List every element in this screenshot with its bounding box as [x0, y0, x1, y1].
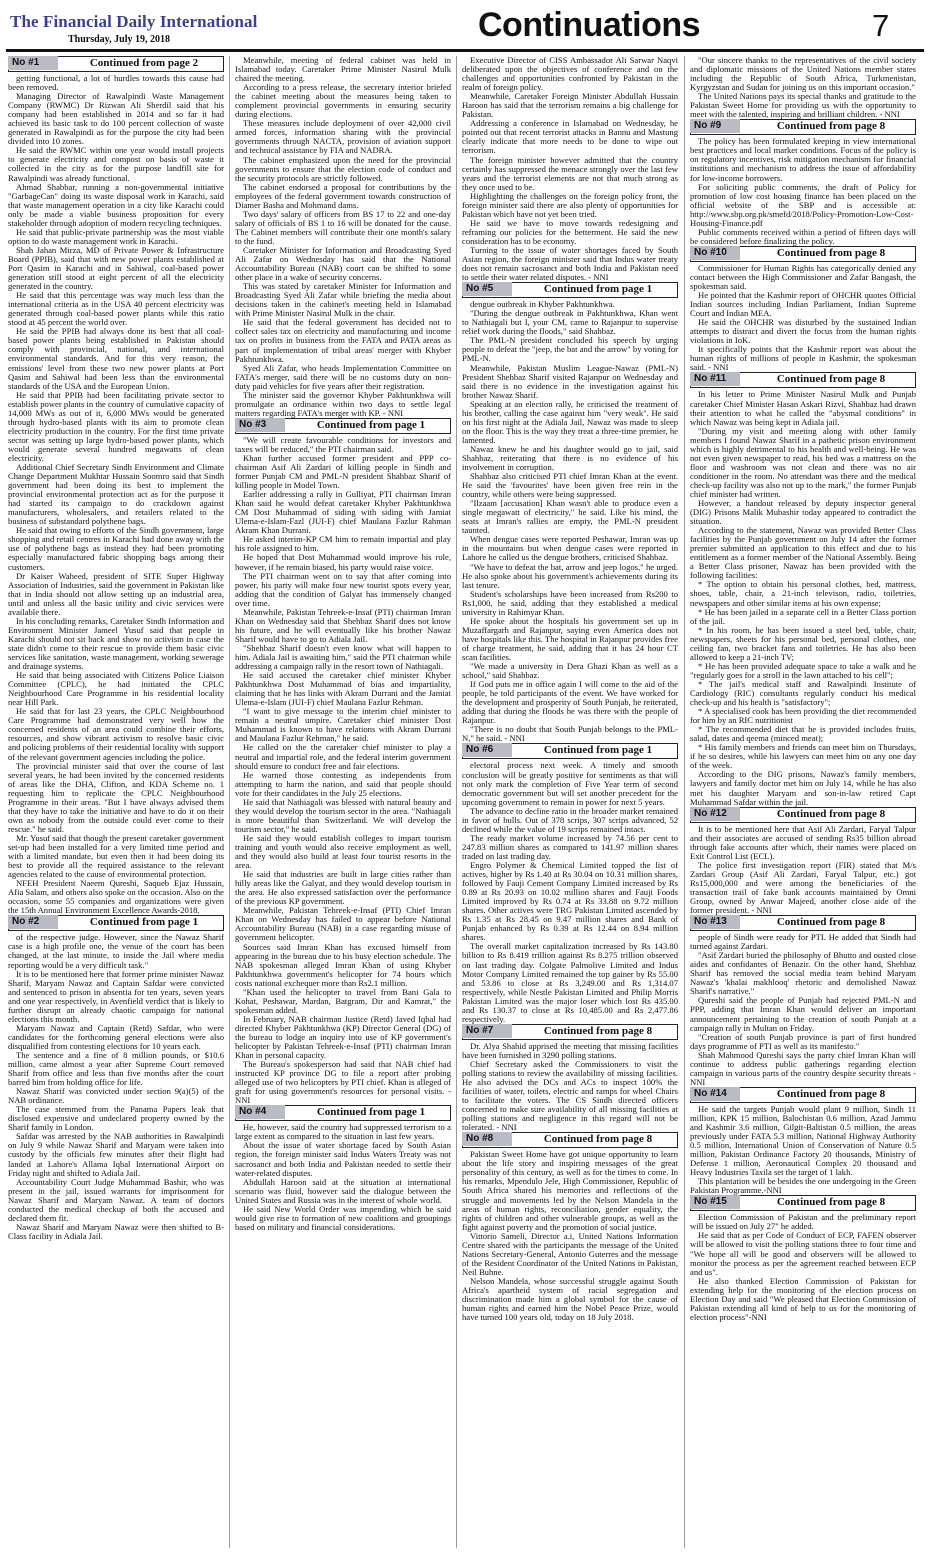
article-paragraph: According to the statement, Nawaz was provided Better Class facilities by the Punjab government on July 14 after the former premier submitted an application to this effect and due to his entitlement as a former member of the National Assembly. Being a Better Class prisoner, Nawaz has been provided with the following facilities:	[690, 525, 916, 581]
article-paragraph: "We made a university in Dera Ghazi Khan as well as a school," said Shahbaz.	[462, 661, 678, 681]
article-paragraph: people of Sindh were ready for PTI. He added that Sindh had turned against Zardari.	[690, 932, 916, 952]
article-paragraph: He said the OHCHR was disturbed by the sustained Indian attempts to distract and divert the focus from the human rights violations in IoK.	[690, 317, 916, 346]
article-paragraph: He also thanked Election Commission of Pakistan for extending help for the monitoring of the election process on Election Day and said "We pleased that Election Commission of Pakistan extending all kind of help to us for the monitoring of election process"-NNI	[690, 1275, 916, 1322]
continuation-header	[690, 1195, 916, 1211]
article-paragraph: He warned those contesting as independents from attempting to harm the nation, and said that people should vote for their candidates in the July 25 elections.	[235, 769, 451, 798]
article-paragraph: The PML-N president concluded his speech by urging people to defeat the "jeep, the bat and the arrow" by voting for PML-N.	[462, 335, 678, 364]
article-paragraph: Nawaz Sharif was convicted under section 9(a)(5) of the NAB ordinance.	[8, 1086, 224, 1106]
article-paragraph: He hoped that Dost Muhammad would improve his role, however, if he remain biased, his party would raise voice.	[235, 552, 451, 572]
article-paragraph: Executive Director of CISS Ambassador Ali Sarwar Naqvi deliberated upon the objectives of conference and on the challenges and opportunities confronted by Pakistan in the realm of foreign policy.	[462, 56, 678, 93]
article-paragraph: Meanwhile, Pakistan Tehreek-e-Insaf (PTI) chairman Imran Khan on Wednesday said that Shehbaz Sharif does not know his future, and he will eventually like his brother Nawaz Sharif would have to go to Adiala Jail.	[235, 606, 451, 644]
article-paragraph: He said the targets Punjab would plant 9 million, Sindh 11 million, KPK 15 million, Balochistan 0.6 million, Azad Jammu and Kashmir 3.6 million, Gilgit-Baltistan 0.5 million, the areas previously under FATA 5.3 million, National Highway Authority 0.5 million, International Union of Conservation of Nature 0.5 million, Pakistan Ordinance Factory 20 thousands, Ministry of Defense 1 million, Aeronautical Complex 20 thousand and Heavy Industries Taxila set the target of 1 lakh.	[690, 1103, 916, 1178]
article-paragraph: He said that the federal government has decided not to collect sales tax on electricity and manufacturing and income tax on profits in business from the FATA and PATA areas as part of implementation of tribal areas' merger with Khyber Pakhtunkhwa.	[235, 317, 451, 364]
article-paragraph: Meanwhile, Pakistan Muslim League-Nawaz (PML-N) President Shehbaz Sharif visited Rajanpur on Wednesday and said there is no evidence in the investigation against his brother Nawaz Sharif.	[462, 362, 678, 400]
article-paragraph: He, however, said the country had suppressed terrorism to a large extent as compared to the situation in last few years.	[235, 1122, 451, 1142]
article-paragraph: Commissioner for Human Rights has categorically denied any contact between the High Commissioner and Zafar Bangash, the spokesman said.	[690, 262, 916, 291]
continued-from-label: Continued from page 8	[776, 807, 886, 820]
article-paragraph: The police first investigation report (FIR) stated that M/s Zardari Group (Asif Ali Zardari, Faryal Talpur, etc.) got Rs15,000,000 and were among the beneficiaries of the transaction trail of fake bank accounts maintained by Omni Group, owned by Anwar Majeed, another close aide of the former president. - NNI	[690, 859, 916, 916]
article-paragraph: Managing Director of Rawalpindi Waste Management Company (RWMC) Dr Rizwan Ali Sherdil said that his company had been established in 2014 and so far it had achieved its basic task to do 100 percent collection of waste generated in Rawalpindi as for the purpose the city had been divided into 10 zones.	[8, 91, 224, 147]
article-paragraph: Addressing a conference in Islamabad on Wednesday, he pointed out that recent terrorist attacks in Bannu and Mastung clearly indicate that more needs to be done to wipe out terrorism.	[462, 118, 678, 156]
column-1	[8, 56, 224, 1548]
article-number: No #11	[690, 372, 740, 386]
continued-from-label: Continued from page 8	[776, 916, 886, 929]
article-paragraph: Vittorio Sameli, Director a.i, United Nations Information Centre shared with the participants the message of the United Nations Secretary-General, Antonio Guterres and the message of the Resident Coordinator of the United Nations in Pakistan, Neil Buhne.	[462, 1230, 678, 1277]
article-paragraph: He said they would establish colleges to impart tourism training and youth would also receive employment as well, and they would also build at least four tourist resorts in the area.	[235, 832, 451, 871]
article-paragraph: Engro Polymer & Chemical Limited topped the list of actives, higher by Rs 1.40 at Rs 30.04 on 10.31 million shares, followed by Fauji Cement Company Limited increased by Rs 0.89 at Rs 20.93 on 10.02 million shares and Fauji Foods Limited improved by Rs 0.74 at Rs 33.88 on 9.72 million shares. Other actives were TRG Pakistan Limited ascended by Rs 1.35 at Rs 28.45 on 9.47 million shares and Bank of Punjab enhanced by Rs 0.39 at Rs 12.44 on 8.94 million shares.	[462, 859, 678, 943]
article-paragraph: The provincial minister said that over the course of last several years, he had been invited by the concerned residents of areas like the DHA, Clifton, and KDA Scheme no. 1 requesting him to replicate the CPLC Neighbourhood Programme in their areas. "But I have always advised them that they have to take the initiative and have to do it on their own as nobody from the outside could ever come to their rescue." he said.	[8, 760, 224, 834]
article-paragraph: For soliciting public comments, the draft of Policy for promotion of low cost housing finance has been placed on the official website of the SBP and is accessible at: http://www.sbp.org.pk/smefd/2018/Policy-Promotion-Low-Cost-Housing-Finance.pdf	[690, 181, 916, 228]
article-paragraph: He said that this percentage was way much less than the international criteria as in the USA 40 percent electricity was generated through coal-based power plants while this ratio stood at 45 percent the world over.	[8, 290, 224, 328]
continued-from-label: Continued from page 8	[543, 1133, 653, 1146]
article-paragraph: He said New World Order was impending which he said would give rise to formation of new coalitions and groupings based on military and financial considerations.	[235, 1203, 451, 1232]
article-paragraph: Student's scholarships have been increased from Rs200 to Rs1,000, he said, adding that they established a medical university in Rahimyar Khan.	[462, 588, 678, 617]
continued-from-label: Continued from page 1	[316, 1106, 426, 1119]
article-paragraph: He said that PPIB had been facilitating private sector to establish power plants in the country of cumulative capacity of 14,000 MWs as out of it, 6,000 MWs would be generated through hydro-based plants with its aim to promote clean electricity production in the country. For the first time private sector was setting up large hydro-based power plants, which would generate several hundred megawatts of clean electricity.	[8, 389, 224, 463]
article-paragraph: "There is no doubt that South Punjab belongs to the PML-N," he said. - NNI	[462, 724, 678, 744]
article-paragraph: dengue outbreak in Khyber Pakhtunkhwa.	[470, 299, 615, 310]
article-number: No #15	[690, 1195, 740, 1209]
article-paragraph: Syed Ali Zafar, who heads Implementation Committee on FATA's merger, said there will be no customs duty on non-duty paid vehicles for five years after their registration.	[235, 362, 451, 391]
article-paragraph: Public comments received within a period of fifteen days will be considered before finalizing the policy.	[690, 226, 916, 246]
continuation-header	[8, 915, 224, 931]
article-paragraph: He said the PPIB had always done its best that all coal-based power plants being established in Pakistan should comply with provincial, national, and international environmental standards. And for this very reason, the emissions' level from these two new power plants at Port Qasim and Sahiwal had been less than the environmental standards of the USA and the European Union.	[8, 326, 224, 391]
article-paragraph: Nawaz knew he and his daughter would go to jail, said Shahbaz, reiterating that there is no evidence of his involvement in corruption.	[462, 443, 678, 473]
article-paragraph: "Shehbaz Sharif doesn't even know what will happen to him. Adiala Jail is awaiting him," said the PTI chairman while addressing a campaign rally in the resort town of Nathiagali.	[235, 642, 451, 672]
article-paragraph: Turning to the issue of water shortages faced by South Asian region, the foreign minister said that Indus water treaty does not remain sacrosanct and both India and Pakistan need to settle their water related disputes. - NNI	[462, 244, 678, 283]
article-paragraph: Shahbaz also criticised PTI chief Imran Khan at the event. He said the 'favourites' have been given free rein in the country, while others were being suppressed.	[462, 471, 678, 500]
article-paragraph: According to a press release, the secretary interior briefed the cabinet meeting about the measures being taken to complement provincial governments in ensuring security during elections.	[235, 82, 451, 120]
article-paragraph: This was stated by caretaker Minister for Information and Broadcasting Syed Ali Zafar while briefing the media about decisions taken in the cabinet's meeting held in Islamabad with Prime Minister Nasirul Mulk in the chair.	[235, 281, 451, 319]
article-paragraph: Safdar was arrested by the NAB authorities in Rawalpindi on July 9 while Nawaz Sharif and Maryam were taken into custody by the officials few minutes after their flight had landed at Lahore's Allama Iqbal International Airport on Friday night and shifted to Adiala Jail.	[8, 1131, 224, 1178]
continuation-header	[462, 743, 678, 759]
column-divider	[684, 56, 685, 1548]
article-paragraph: Chief Secretary asked the Commissioners to visit the polling stations to review the availability of missing facilities. He also advised the DCs and ACs to inspect 100% the facilities of water, toilets, electric and ramps for wheel Chairs to facilitate the voters. The CS Sindh directed officers concerned to make sure availability of all missing facilities at polling stations and negligence in this regard will not be tolerated. - NNI	[462, 1058, 678, 1133]
article-paragraph: Mr. Yusuf said that though the present caretaker government set-up had been installed for a very limited time period and with a limited mandate, but even then it had been doing its best to provide all the required assistance to the relevant agencies related to the cause of environmental protection.	[8, 832, 224, 880]
continuation-header	[690, 915, 916, 931]
article-paragraph: Caretaker Minister for Information and Broadcasting Syed Ali Zafar on Wednesday has said that the National Accountability Bureau (NAB) court can be shifted to some other place in a wake of security concerns.	[235, 244, 451, 283]
column-2	[235, 56, 451, 1548]
article-paragraph: Earlier addressing a rally in Gulliyat, PTI chairman Imran Khan said he would defeat caretaker Khyber Pakhtunkhwa CM Dost Muhammad of siding with siding with Jamiat Ulema-e-Islam-Fazl (JUI-F) chief Maulana Fazlur Rahman Akram Khan Durrani.	[235, 489, 451, 536]
continuation-header	[462, 1024, 678, 1040]
article-paragraph: When dengue cases were reported Peshawar, Imran was up in the mountains but when dengue cases were reported in Lahore he called us the dengue brothers, criticised Shahbaz.	[462, 534, 678, 563]
article-paragraph: "Asif Zardari buried the philosophy of Bhutto and ousted close aides and confidantes of Benazir. On the other hand, Shehbaz Sharif has removed the social media team behind Maryam Nawaz's 'khalai makhlooq' rhetoric and demolished Nawaz Sharif's narrative."	[690, 950, 916, 997]
article-paragraph: * In his room, he has been issued a steel bed, table, chair, newspapers, sheets for his personal bed, personal clothes, one ceiling fan, two bracket fans and toiletries. He has also been allowed to keep a 21-inch TV;	[690, 624, 916, 662]
article-paragraph: He said that as per Code of Conduct of ECP, FAFEN observer will be allowed to visit the polling stations three to four time and "We hope all will be good and observers will be allowed to monitor the process as per the agreement reached between ECP and us".	[690, 1230, 916, 1277]
column-divider	[229, 56, 230, 1548]
article-paragraph: The advance to decline ratio in the broader market remained in favor of bulls. Out of 378 scrips, 307 scrips advanced, 52 declined while the value of 19 scrips remained intact.	[462, 805, 678, 834]
continued-from-label: Continued from page 8	[543, 1024, 653, 1037]
article-paragraph: getting functional, a lot of hurdles towards this cause had been removed.	[8, 73, 224, 93]
masthead-rule	[6, 49, 924, 52]
article-paragraph: He said accused the caretaker chief minister Khyber Pakhtunkhwa Dost Muhammad of bias and impartiality, claiming that he has links with Akram Durrani and the Jamiat Ulema-e-Islam (JUI-F) chief Maulana Fazlur Rehman.	[235, 670, 451, 708]
article-paragraph: NFEH President Naeem Qureshi, Saqueb Ejaz Hussain, Afia Salam, and others also spoke on the occasion. Also on the occasion, some 55 companies and organizations were given the 15th Annual Environment Excellence Awards-2018.	[8, 878, 224, 916]
article-paragraph: The ready market volume increased by 74.56 per cent to 247.83 million shares as compared to 141.97 million shares traded on last trading day.	[462, 832, 678, 861]
article-paragraph: If God puts me in office again I will come to the aid of the people, he told participants of the event. We have worked for the development and prosperity of South Punjab, he reiterated, adding that during the floods he was there with the people of Rajanpur.	[462, 679, 678, 726]
article-paragraph: He said that Nathiagali was blessed with natural beauty and they would develop the tourism sector in the area. "Nathiagali is more beautiful than Switzerland. We will develop the tourism sector," he said.	[235, 796, 451, 834]
article-paragraph: He said the RWMC within one year would install projects to generate electricity and compost on basis of waste it collected in the city as for the purpose landfill site for Rawalpindi was already functional.	[8, 145, 224, 183]
continued-from-label: Continued from page 8	[776, 1196, 886, 1209]
article-paragraph: Nelson Mandela, whose successful struggle against South Africa's apartheid system of racial segregation and discrimination made him a global symbol for the cause of human rights and earned him the Nobel Peace Prize, would have turned 100 years old, today on 18 July 2018.	[462, 1275, 678, 1323]
article-paragraph: In his letter to Prime Minister Nasirul Mulk and Punjab caretaker Chief Minister Hasan Askari Rizvi, Shahbaz had drawn their attention to what he called the "abysmal conditions" in which Nawaz was being kept in Adiala jail.	[690, 389, 916, 427]
article-paragraph: He spoke about the hospitals his government set up in Muzaffargarh and Rajanpur, saying even America does not have hospitals like this. The hospital in Rajanpur provides free of charge treatment, he said, adding that it has 24 hour CT scan facilities.	[462, 615, 678, 662]
article-paragraph: However, a handout released by deputy inspector general (DIG) Prisons Malik Mubashir today appeared to contradict the situation.	[690, 498, 916, 527]
continuation-header	[690, 119, 916, 135]
article-paragraph: In his concluding remarks, Caretaker Sindh Information and Environment Minister Jameel Yusuf said that people in Karachi should not sit back and show no activism in case the state didn't come to their rescue to provide them basic civic services like sanitation, waste management, working sewerage and drainage systems.	[8, 615, 224, 672]
article-paragraph: The sentence and a fine of 8 million pounds, or $10.6 million, came almost a year after Supreme Court removed Sharif from office and less than five months after the court barred him from holding office for life.	[8, 1049, 224, 1088]
article-paragraph: Khan further accused former president and PPP co-chairman Asif Ali Zardari of killing people in Sindh and former Punjab CM and PML-N president Shahbaz Sharif of killing people in Model Town.	[235, 452, 451, 491]
article-paragraph: * The jail's medical staff and Rawalpindi Institute of Cardiology (RIC) consultants regularly conduct his medical check-up and his health is "satisfactory";	[690, 678, 916, 708]
article-paragraph: The case stemmed from the Panama Papers leak that disclosed expensive and undeclared property owned by the Sharif family in London.	[8, 1104, 224, 1133]
article-paragraph: "During my visit and meeting along with other family members I found Nawaz Sharif in a pathetic prison environment which is highly detrimental to his health and well-being. He was not even given newspaper to read, his bed was a mattress on the floor and washroom was not clean and there was no air conditioner in the room. No attendant was there and the medical check-up facility was also not up to the mark," the former Punjab chief minister had written.	[690, 425, 916, 499]
article-paragraph: In February, NAB chairman Justice (Retd) Javed Iqbal had directed Khyber Pakhtunkhwa (KP) Director General (DG) of the bureau to lodge an inquiry into use of KP government's helicopter by Pakistan Tehreek-e-Insaf (PTI) chairman Imran Khan in personal capacity.	[235, 1013, 451, 1061]
continuation-header	[235, 1105, 451, 1121]
article-paragraph: He said we have to move towards redesigning and reframing our policies for the betterment. He said the new consideration has to be economy.	[462, 217, 678, 246]
article-paragraph: The cabinet endorsed a proposal for contributions by the employees of the federal government towards construction of Diamer Basha and Mohmand dams.	[235, 181, 451, 210]
article-paragraph: Highlighting the challenges on the foreign policy front, the foreign minister said there are also plenty of opportunities for Pakistan which have not yet been tried.	[462, 190, 678, 219]
article-paragraph: The foreign minister however admitted that the country certainly has suppressed the menace strongly over the last few years and the terrorist elements are not that much strong as they once used to be.	[462, 154, 678, 192]
article-number: No #12	[690, 807, 740, 821]
continuation-header	[690, 1087, 916, 1103]
continued-from-label: Continued from page 2	[89, 57, 199, 69]
article-paragraph: He asked interim-KP CM him to remain impartial and play his role assigned to him.	[235, 534, 451, 554]
paper-name: The Financial Daily International	[10, 12, 258, 31]
article-number: No #5	[462, 282, 512, 296]
article-paragraph: According to the DIG prisons, Nawaz's family members, lawyers and family doctor met him on July 14, while he has also met his daughter Maryam and son-in-law retired Capt Muhammad Safdar within the jail.	[690, 769, 916, 807]
article-paragraph: Additional Chief Secretary Sindh Environment and Climate Change Department Mukhtar Hussain Soomro said that Sindh government had been doing its best to implement the provincial environmental protection act as for the purpose it had started its campaign to do crackdown against manufacturers, wholesalers, and retailers related to the business of substandard polythene bags.	[8, 462, 224, 527]
article-paragraph: "We will create favourable conditions for investors and taxes will be reduced," the PTI chairman said.	[235, 434, 451, 454]
continued-from-label: Continued from page 1	[543, 744, 653, 757]
article-paragraph: The policy has been formulated keeping in view international best practices and local market conditions. Focus of the policy is on regulatory incentives, risk mitigation mechanism for financial institutions and mechanism to address the issue of affordability for low-income borrowers.	[690, 136, 916, 183]
article-paragraph: * He has been jailed in a separate cell in a Better Class portion of the jail.	[690, 606, 916, 626]
masthead	[0, 0, 931, 50]
continuation-header	[690, 246, 916, 262]
article-paragraph: About the issue of water shortage faced by South Asian region, the foreign minister said Indus Waters Treaty was not sacrosanct and both India and Pakistan needed to settle their water-related disputes.	[235, 1140, 451, 1178]
article-paragraph: "Khan used the helicopter to travel from Bani Gala to Kohat, Peshawar, Mardan, Batgram, Dir and Kamrat," the spokesman added.	[235, 986, 451, 1015]
article-number: No #7	[462, 1024, 512, 1038]
article-paragraph: He said that owing to efforts of the Sindh government, large shopping and retail centres in Karachi had done away with the use of polythene bags as instead they had been promoting especially manufactured fabric shopping bags among their customers.	[8, 525, 224, 572]
article-paragraph: He said that being associated with Citizens Police Liaison Committee (CPLC), he had initiated the CPLC Neighbourhood Care Programme in his residential locality near Hill Park.	[8, 670, 224, 708]
column-divider	[456, 56, 457, 1548]
article-number: No #9	[690, 119, 740, 133]
article-paragraph: The United Nations pays its special thanks and gratitude to the Pakistan Sweet Home for providing us with the opportunity to meet with the talented, inspiring and brilliant children. - NNI	[690, 91, 916, 120]
article-paragraph: It is to be mentioned here that Asif Ali Zardari, Faryal Talpur and their associates are accused of sending Rs35 billion abroad through fake accounts after which, their names were placed on Exit Control List (ECL).	[690, 823, 916, 861]
article-number: No #6	[462, 743, 512, 757]
article-number: No #8	[462, 1132, 512, 1146]
article-paragraph: The overall market capitalization increased by Rs 143.80 billion to Rs 8.419 trillion against Rs 8.275 trillion observed on last trading day. Colgate Palmolive Limited and Indus Motor Company Limited remained the top gainer by Rs 55.00 and 53.86 to close at Rs 3,249.00 and Rs 1,314.07 respectively, while Nestle Pakistan Limited and Philip Morris Pakistan Limited was the major loser which lost Rs 435.00 and Rs 130.37 to close at Rs 10,485.00 and Rs 2,477.86 respectively.	[462, 941, 678, 1024]
article-paragraph: The cabinet emphasized upon the need for the provincial governments to ensure that the election code of conduct and the security protocols are strictly followed.	[235, 154, 451, 183]
article-paragraph: * His family members and friends can meet him on Thursdays, if he so desires, while his lawyers can meet him on any one day of the week.	[690, 742, 916, 771]
article-paragraph: Ahmad Shabbar, running a non-governmental initiative "GarbageCan" doing its waste disposal work in Karachi, said that waste management operation in a city like Karachi could only be made a viable business proposition for every stakeholder through adoption of modern recycling techniques.	[8, 181, 224, 228]
article-number: No #14	[690, 1087, 740, 1101]
article-paragraph: Speaking at an election rally, he criticised the treatment of his brother, calling the case against him "very weak". He said on his first night at the Adiala Jail, Nawaz was made to sleep on the floor. This is the way they treat a three-time premier, he lamented.	[462, 398, 678, 445]
continuation-header	[690, 807, 916, 823]
continued-from-label: Continued from page 1	[89, 916, 199, 929]
article-paragraph: Shah Jahan Mirza, MD of Private Power & Infrastructure Board (PPIB), said that with new power plants established at Port Qasim in Karachi and in Sahiwal, coal-based power generation still stood at eight percent of all the electricity generated in the country.	[8, 244, 224, 292]
article-paragraph: It is to be mentioned here that former prime minister Nawaz Sharif, Maryam Nawaz and Captain Safdar were convicted and sentenced to prison in absentia for ten years, seven years and one year respectively, in Avenfield verdict that is likely to further disrupt an already chaotic campaign for national elections this month.	[8, 968, 224, 1024]
article-paragraph: Pakistan Sweet Home have got unique opportunity to learn about the life story and inspiring messages of the great personality of this century, as well as for the times to come. In his remarks, Mpendulo Jele, High Commissioner, Republic of South Africa shared his memories and reflections of the struggle and movements led by the Nelson Mandela in the areas of human rights, reconciliation, gender equality, the rights of children and other vulnerable groups, as well as the fight against poverty and the promotion of social justice.	[462, 1149, 678, 1232]
article-paragraph: Meanwhile, Pakistan Tehreek-e-Insaf (PTI) Chief Imran Khan on Wednesday has failed to appear before National Accountability Bureau (NAB) in a case regarding misuse of government helicopter.	[235, 905, 451, 943]
article-paragraph: Nawaz Sharif and Maryam Nawaz were then shifted to B-Class facility in Adiala Jail.	[8, 1221, 224, 1241]
article-number: No #10	[690, 246, 740, 260]
continuation-header	[462, 282, 678, 298]
column-3	[462, 56, 678, 1548]
article-number: No #3	[235, 418, 285, 432]
article-paragraph: Meanwhile, meeting of federal cabinet was held in Islamabad today. Caretaker Prime Minister Nasirul Mulk chaired the meeting.	[235, 56, 451, 84]
article-number: No #4	[235, 1105, 285, 1119]
continued-from-label: Continued from page 1	[316, 418, 426, 431]
article-paragraph: Two days' salary of officers from BS 17 to 22 and one-day salary of officials of BS 1 to 16 will be donated for the cause. The Cabinet members will contribute their one month's salary to the fund.	[235, 208, 451, 246]
article-paragraph: "We have to defeat the bat, arrow and jeep logos," he urged. He also spoke about his government's achievements during its last tenure.	[462, 561, 678, 590]
article-paragraph: Dr Kaiser Waheed, president of SITE Super Highway Association of Industries, said the government in Pakistan like that in India should not allow setting up an industrial area, until and unless all the basic utility and civic services were available there.	[8, 570, 224, 617]
continuation-header	[690, 372, 916, 388]
article-paragraph: Sources said Imran Khan has excused himself from appearing in the bureau due to his busy election schedule. The NAB spokesman alleged Imran Khan of using Khyber Pakhtunkhwa government's helicopter for 74 hours which costs national exchequer more than Rs2.1 million.	[235, 941, 451, 988]
article-paragraph: This plantation will be besides the one undergoing in the Green Pakistan Programme.-NNI	[690, 1176, 916, 1196]
continued-from-label: Continued from page 8	[776, 373, 886, 386]
continued-from-label: Continued from page 1	[543, 283, 653, 296]
continuation-header	[462, 1132, 678, 1148]
continued-from-label: Continued from page 8	[776, 246, 886, 259]
article-number: No #13	[690, 915, 740, 929]
article-paragraph: Qureshi said the people of Punjab had rejected PML-N and PPP, adding that Imran Khan would deliver an important announcement pertaining to the creation of south Punjab at a campaign rally in Multan on Friday.	[690, 995, 916, 1033]
article-paragraph: "During the dengue outbreak in Pakhtunkhwa, Khan went to Nathiagali but I, your CM, came to Rajanpur to supervise relief work during the floods," said Shahbaz.	[462, 308, 678, 337]
article-paragraph: He pointed that the Kashmir report of OHCHR quotes Official Indian sources including Indian Parliament, Indian Supreme Court and Indian MEA.	[690, 290, 916, 319]
article-paragraph: * The option to obtain his personal clothes, bed, mattress, shoes, table, chair, a 21-inch televison, radio, toiletries, newspapers and other similar items at his own expense;	[690, 579, 916, 608]
article-paragraph: Election Commission of Pakistan and the preliminary report will be issued on July 27" he added.	[690, 1212, 916, 1232]
article-paragraph: Abdullah Haroon said at the situation at international scenario was fluid, however said the dialogue between the United States and Russia was in the interest of whole world.	[235, 1176, 451, 1205]
article-paragraph: * A specialised cook has been providing the diet recommended for him by an RIC nutritionist	[690, 706, 916, 726]
continued-from-label: Continued from page 8	[776, 1087, 886, 1100]
article-paragraph: Shah Mahmood Qureshi says the party chief Imran Khan will continue to address public gatherings regarding election campaign in various parts of the country despite security threats -NNI	[690, 1049, 916, 1087]
article-paragraph: Meanwhile, Caretaker Foreign Minister Abdullah Hussain Haroon has said that the terrorism remains a big challenge for Pakistan.	[462, 91, 678, 120]
article-paragraph: Maryam Nawaz and Captain (Retd) Safdar, who were candidates for the forthcoming general elections were also disqualified from contesting elections for 10 years each.	[8, 1022, 224, 1051]
article-number: No #1	[8, 56, 58, 70]
article-paragraph: He called on the the caretaker chief minister to play a neutral and impartial role, and the federal interim government should ensure to conduct free and fair elections.	[235, 742, 451, 771]
column-4	[690, 56, 916, 1548]
article-paragraph: "I want to give message to the interim chief minister to remain a neutral umpire. Caretaker chief minister Dost Muhammad is known to have relations with Akram Durrani and Maulana Fazlur Rehman," he said.	[235, 706, 451, 744]
article-paragraph: Dr. Alya Shahid apprised the meeting that missing facilities have been furnished in 3290 polling stations.	[462, 1040, 678, 1060]
article-paragraph: The minister said the governor Khyber Pakhtunkhwa will promulgate an ordinance within two days to settle legal matters regarding FATA's merger with KP. - NNI	[235, 389, 451, 418]
section-title: Continuations	[478, 6, 701, 44]
article-paragraph: "Ilzaam [accusation] Khan wasn't able to produce even a single megawatt of electricity," he said. Like his mind, the seats at Imran's rallies are empty, the PML-N president taunted.	[462, 498, 678, 536]
article-paragraph: It specifically points that the Kashmir report was about the human rights of millions of people in Kashmir, the spokesman said. - NNI	[690, 344, 916, 373]
page-number: 7	[872, 8, 890, 43]
publication-date: Thursday, July 19, 2018	[68, 34, 170, 45]
article-paragraph: He said that industries are built in large cities rather than hilly areas like the Galyat, and they would develop tourism in the area. He also expressed satisfaction over the performance of the previous KP government.	[235, 869, 451, 907]
article-paragraph: The Bureau's spokesperson had said that NAB chief had instructed KP province DG to file a report after probing alleged use of two helicopters by PTI chief. Khan is alleged of graft for using government's resources for personal visits. - NNI	[235, 1059, 451, 1106]
continuation-header	[8, 56, 224, 72]
article-paragraph: "Our sincere thanks to the representatives of the civil society and diplomatic missions of the United Nations member states including the Republic of South Africa, Turkmenistan, Kyrgyzstan and Sudan for joining us on this important occasion."	[690, 56, 916, 93]
article-number: No #2	[8, 915, 58, 929]
article-paragraph: electoral process next week. A timely and smooth conclusion will be greatly positive for sentiments as that will not only mark the completion of Five Year term of second democratic government but will set another precedent for the upcoming government to remain in power for next 5 years.	[462, 760, 678, 807]
continued-from-label: Continued from page 8	[776, 120, 886, 133]
continuation-header	[235, 418, 451, 434]
article-paragraph: The PTI chairman went on to say that after coming into power, his party will make four new tourist spots every year, adding that the condition of Galyat has immensely changed over time.	[235, 570, 451, 608]
article-paragraph: * The recommended diet that he is provided includes fruits, salad, dates and qeema (minced meat);	[690, 724, 916, 744]
article-paragraph: He said that public-private partnership was the most viable option to do waste management work in Karachi.	[8, 226, 224, 246]
article-paragraph: * He has been provided adequate space to take a walk and he "regularly goes for a stroll in the lawn attached to his cell";	[690, 660, 916, 680]
article-paragraph: of the respective judge. However, since the Nawaz Sharif case is a high profile one, the venue of the court has been changed, at the last minute, to inside the Jail where media reporting would be a very difficult task."	[8, 932, 224, 970]
article-paragraph: These measures include deployment of over 42,000 civil armed forces, information sharing with the provincial governments through NACTA, provision of aviation support and technical assistance by FIA and NADRA.	[235, 118, 451, 156]
article-paragraph: Accountability Court Judge Muhammad Bashir, who was present in the jail, issued warrants for imprisonment for Nawaz Sharif and Maryam Nawaz. A team of doctors conducted the medical checkup of both the accused and declared them fit.	[8, 1176, 224, 1223]
article-paragraph: "Creation of south Punjab province is part of first hundred days programme of PTI as well as its manifesto."	[690, 1031, 916, 1051]
article-paragraph: He said that for last 23 years, the CPLC Neighbourhood Care Programme had demonstrated very well how the concerned residents of an area could combine their efforts, resources, and show vibrant activism to resolve basic civic and policing problems of their residential locality with support of the relevant government agencies including the police.	[8, 706, 224, 762]
